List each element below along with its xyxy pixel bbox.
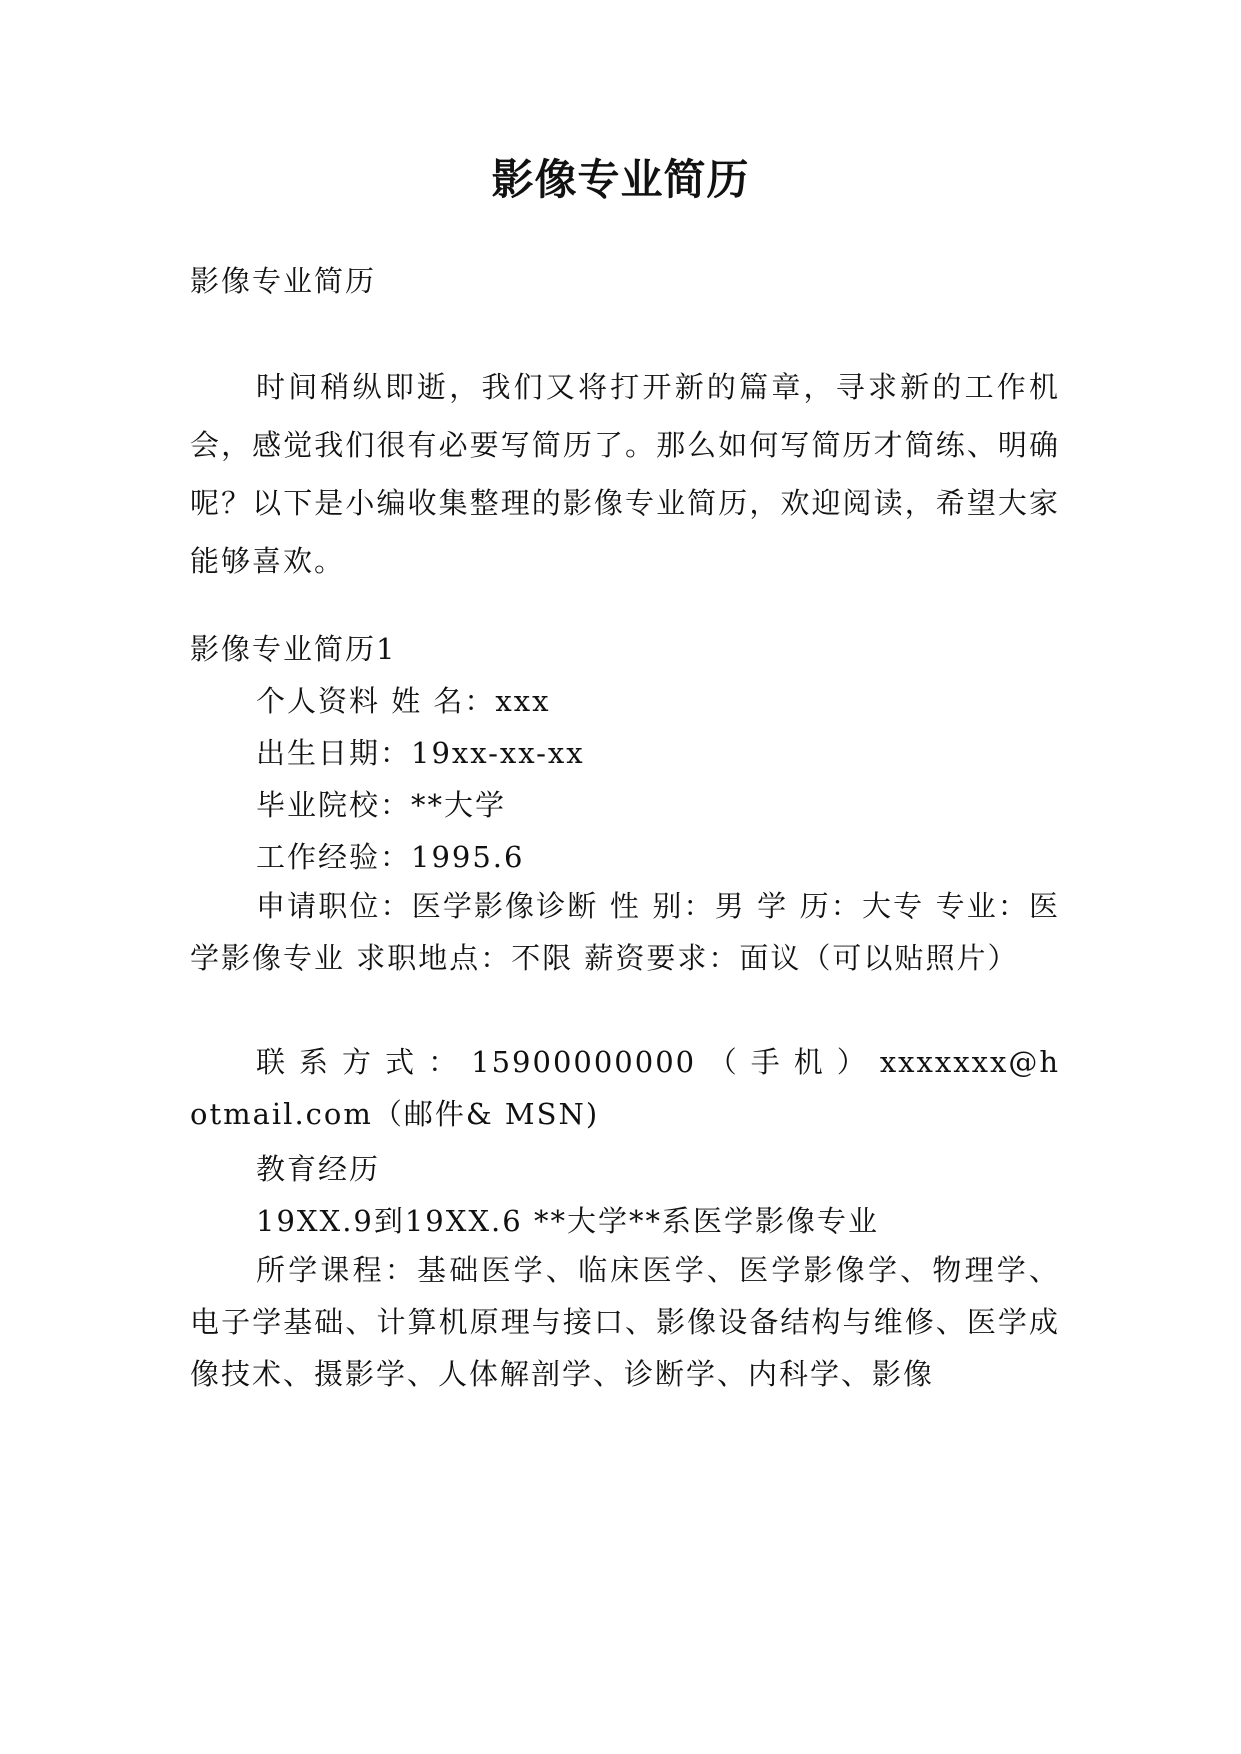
personal-info-name: 个人资料 姓 名：xxx — [256, 684, 551, 718]
education-period: 19XX.9到19XX.6 **大学**系医学影像专业 — [256, 1204, 879, 1238]
subtitle-text: 影像专业简历 — [190, 264, 377, 298]
courses-paragraph: 所学课程：基础医学、临床医学、医学影像学、物理学、电子学基础、计算机原理与接口、影像设备结构与维修、医学成像技术、摄影学、人体解剖学、诊断学、内科学、影像 — [190, 1253, 1060, 1391]
intro-paragraph: 时间稍纵即逝，我们又将打开新的篇章，寻求新的工作机会，感觉我们很有必要写简历了。那么如何写简历才简练、明确呢？以下是小编收集整理的影像专业简历，欢迎阅读，希望大家能够喜欢。 — [190, 370, 1060, 578]
birth-date: 出生日期：19xx-xx-xx — [256, 736, 585, 770]
education-heading: 教育经历 — [256, 1152, 381, 1186]
graduate-school: 毕业院校：**大学 — [256, 788, 507, 822]
section-heading: 影像专业简历1 — [190, 632, 397, 666]
document-title: 影像专业简历 — [491, 155, 750, 204]
work-experience: 工作经验：1995.6 — [256, 840, 525, 874]
application-info: 申请职位：医学影像诊断 性 别：男 学 历：大专 专业：医学影像专业 求职地点：不限 薪资要求：面议（可以贴照片） — [190, 889, 1060, 975]
contact-info: 联 系 方 式 ： 15900000000 （ 手 机 ） xxxxxxx@h otmail.com（邮件& MSN) — [190, 1045, 1060, 1131]
